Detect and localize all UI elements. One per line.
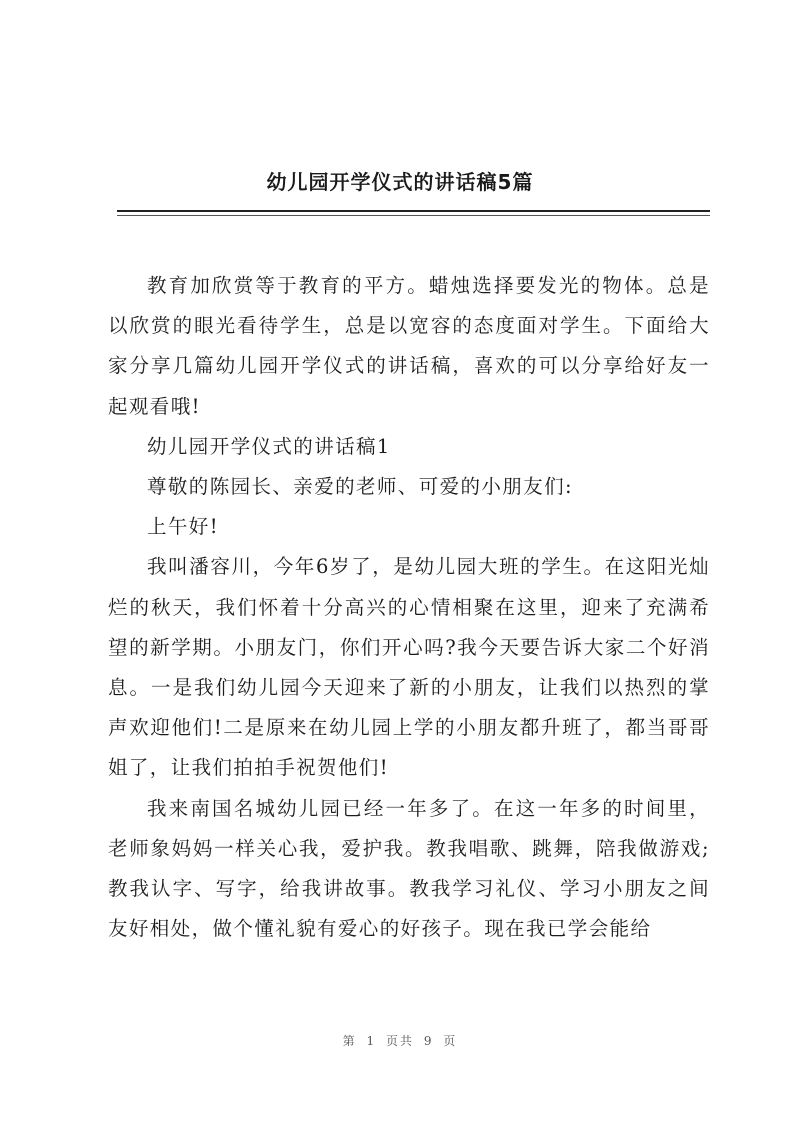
body-paragraph: 我叫潘容川，今年6岁了，是幼儿园大班的学生。在这阳光灿烂的秋天，我们怀着十分高兴的心情相聚在这里，迎来了充满希望的新学期。小朋友门，你们开心吗?我今天要告诉大家二个好消息。一是我们幼儿园今天迎来了新的小朋友，让我们以热烈的掌声欢迎他们!二是原来在幼儿园上学的小朋友都升班了，都当哥哥姐了，让我们拍拍手祝贺他们! bbox=[108, 555, 710, 780]
page-footer bbox=[0, 1032, 800, 1049]
footer-middle: 页共 bbox=[385, 1034, 414, 1048]
title-underline bbox=[117, 210, 710, 212]
greeting: 上午好! bbox=[147, 515, 219, 539]
footer-total-pages: 9 bbox=[423, 1034, 434, 1048]
title-underline-thin bbox=[117, 215, 710, 216]
footer-suffix: 页 bbox=[443, 1034, 458, 1048]
document-title: 幼儿园开学仪式的讲话稿5篇 bbox=[266, 170, 534, 194]
document-body bbox=[108, 266, 710, 949]
intro-paragraph: 教育加欣赏等于教育的平方。蜡烛选择要发光的物体。总是以欣赏的眼光看待学生，总是以宽容的态度面对学生。下面给大家分享几篇幼儿园开学仪式的讲话稿，喜欢的可以分享给好友一起观看哦! bbox=[108, 274, 710, 418]
footer-prefix: 第 bbox=[342, 1034, 357, 1048]
section-heading: 幼儿园开学仪式的讲话稿1 bbox=[147, 434, 391, 458]
footer-page-number: 1 bbox=[366, 1034, 377, 1048]
salutation: 尊敬的陈园长、亲爱的老师、可爱的小朋友们: bbox=[147, 475, 573, 499]
body-paragraph: 我来南国名城幼儿园已经一年多了。在这一年多的时间里，老师象妈妈一样关心我，爱护我。教我唱歌、跳舞，陪我做游戏;教我认字、写字，给我讲故事。教我学习礼仪、学习小朋友之间友好相处，做个懂礼貌有爱心的好孩子。现在我已学会能给 bbox=[108, 796, 710, 941]
